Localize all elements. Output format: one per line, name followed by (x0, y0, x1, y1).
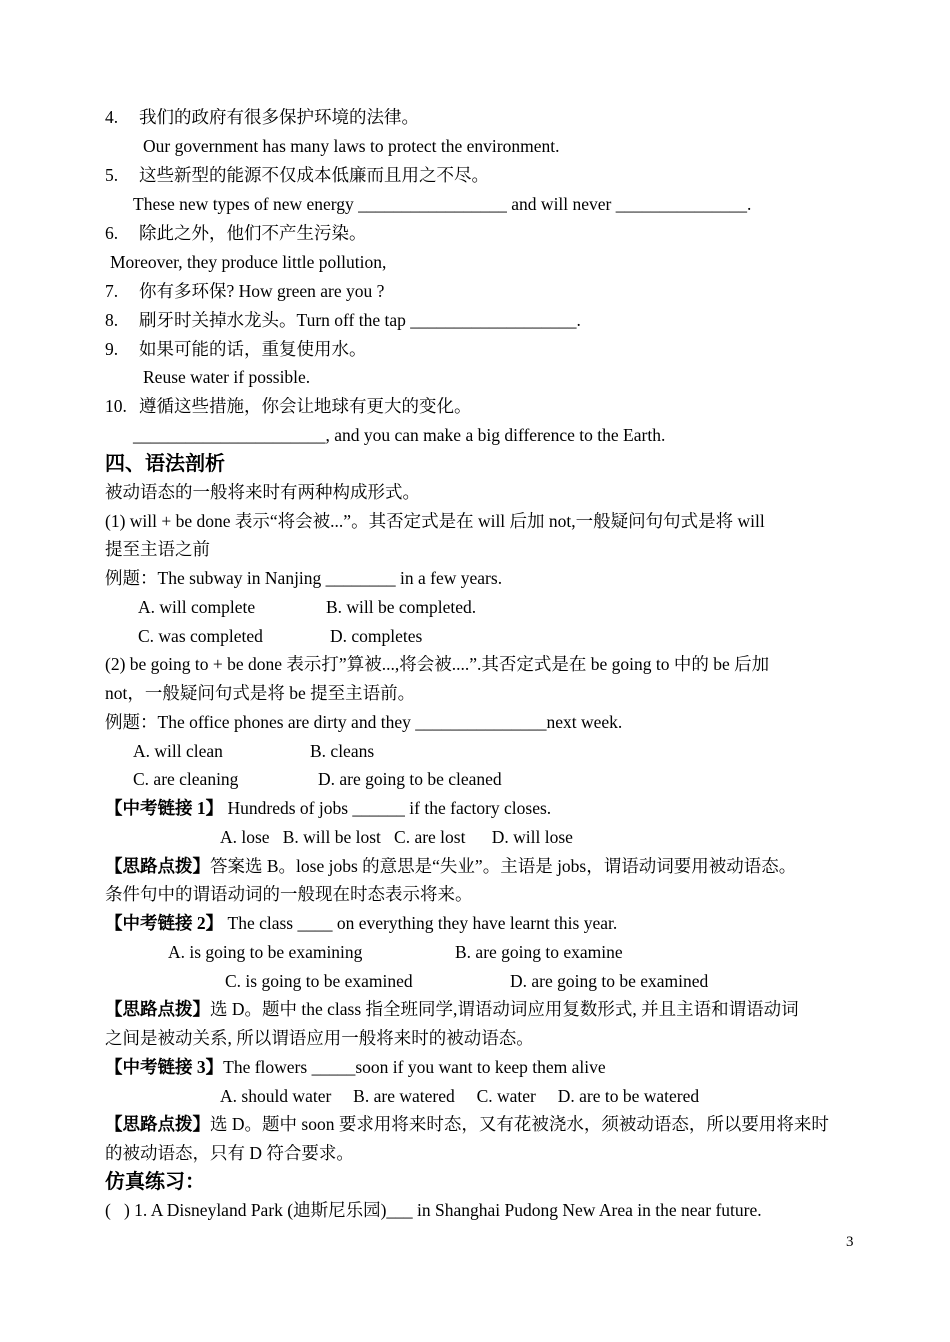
example1-option-b: B. will be completed. (326, 597, 477, 617)
exam-link-3: 【中考链接 3】The flowers _____soon if you want to keep them alive (105, 1057, 606, 1077)
exam-link-1-hint-line2: 条件句中的谓语动词的一般现在时态表示将来。 (105, 884, 473, 904)
example1-option-d: D. completes (330, 626, 423, 646)
item-5-cn: 5. 这些新型的能源不仅成本低廉而且用之不尽。 (105, 165, 489, 185)
grammar-rule2-line1: (2) be going to + be done 表示打”算被...,将会被....”.其否定式是在 be going to 中的 be 后加 (105, 654, 770, 674)
example1-option-c: C. was completed (138, 626, 263, 646)
item-4-en: Our government has many laws to protect the environment. (143, 136, 560, 156)
exam-link-3-hint-line1: 【思路点拨】选 D。题中 soon 要求用将来时态，又有花被浇水，须被动语态，所以要用将来时 (105, 1114, 829, 1134)
item-10-en: ______________________, and you can make a big difference to the Earth. (133, 425, 666, 445)
exam-link-1-hint-line1: 【思路点拨】答案选 B。lose jobs 的意思是“失业”。主语是 jobs，谓语动词要用被动语态。 (105, 856, 797, 876)
example2-option-d: D. are going to be cleaned (318, 769, 502, 789)
exam-link-2: 【中考链接 2】 The class ____ on everything they have learnt this year. (105, 913, 618, 933)
item-9-en: Reuse water if possible. (143, 367, 311, 387)
grammar-rule1-line2: 提至主语之前 (105, 539, 210, 559)
exam-link-2-hint-line1: 【思路点拨】选 D。题中 the class 指全班同学,谓语动词应用复数形式, 并且主语和谓语动词 (105, 999, 799, 1019)
practice-heading: 仿真练习： (105, 1171, 205, 1193)
exam-link-2-option-d: D. are going to be examined (510, 971, 709, 991)
example2-option-a: A. will clean (133, 741, 223, 761)
item-10-cn: 10. 遵循这些措施，你会让地球有更大的变化。 (105, 396, 472, 416)
item-9-cn: 9. 如果可能的话，重复使用水。 (105, 339, 367, 359)
item-7: 7. 你有多环保? How green are you ? (105, 281, 385, 301)
example2-option-b: B. cleans (310, 741, 375, 761)
exam-link-2-option-b: B. are going to examine (455, 942, 623, 962)
grammar-rule1-line1: (1) will + be done 表示“将会被...”。其否定式是在 will 后加 not,一般疑问句句式是将 will (105, 511, 765, 531)
example2-question: 例题：The office phones are dirty and they _______________next week. (105, 712, 623, 732)
exam-link-2-hint-line2: 之间是被动关系, 所以谓语应用一般将来时的被动语态。 (105, 1028, 534, 1048)
item-5-en: These new types of new energy _________________ and will never _______________. (133, 194, 752, 214)
exam-link-1: 【中考链接 1】 Hundreds of jobs ______ if the factory closes. (105, 798, 552, 818)
exam-link-2-option-c: C. is going to be examined (225, 971, 413, 991)
item-8: 8. 刷牙时关掉水龙头。Turn off the tap ___________________. (105, 310, 581, 330)
item-6-cn: 6. 除此之外，他们不产生污染。 (105, 223, 367, 243)
item-6-en: Moreover, they produce little pollution, (110, 252, 387, 272)
grammar-intro: 被动语态的一般将来时有两种构成形式。 (105, 482, 420, 502)
example2-option-c: C. are cleaning (133, 769, 239, 789)
exam-link-2-option-a: A. is going to be examining (168, 942, 363, 962)
exam-link-3-options: A. should water B. are watered C. water D. are to be watered (220, 1086, 700, 1106)
grammar-rule2-line2: not，一般疑问句式是将 be 提至主语前。 (105, 683, 416, 703)
grammar-heading: 四、语法剖析 (105, 453, 225, 475)
exam-link-3-hint-line2: 的被动语态，只有 D 符合要求。 (105, 1143, 354, 1163)
exam-link-1-options: A. lose B. will be lost C. are lost D. will lose (220, 827, 573, 847)
practice-question-1: ( ) 1. A Disneyland Park (迪斯尼乐园)___ in Shanghai Pudong New Area in the near future. (105, 1200, 762, 1220)
item-4-cn: 4. 我们的政府有很多保护环境的法律。 (105, 107, 419, 127)
example1-option-a: A. will complete (138, 597, 256, 617)
page-number: 3 (846, 1234, 854, 1250)
example1-question: 例题：The subway in Nanjing ________ in a few years. (105, 568, 503, 588)
